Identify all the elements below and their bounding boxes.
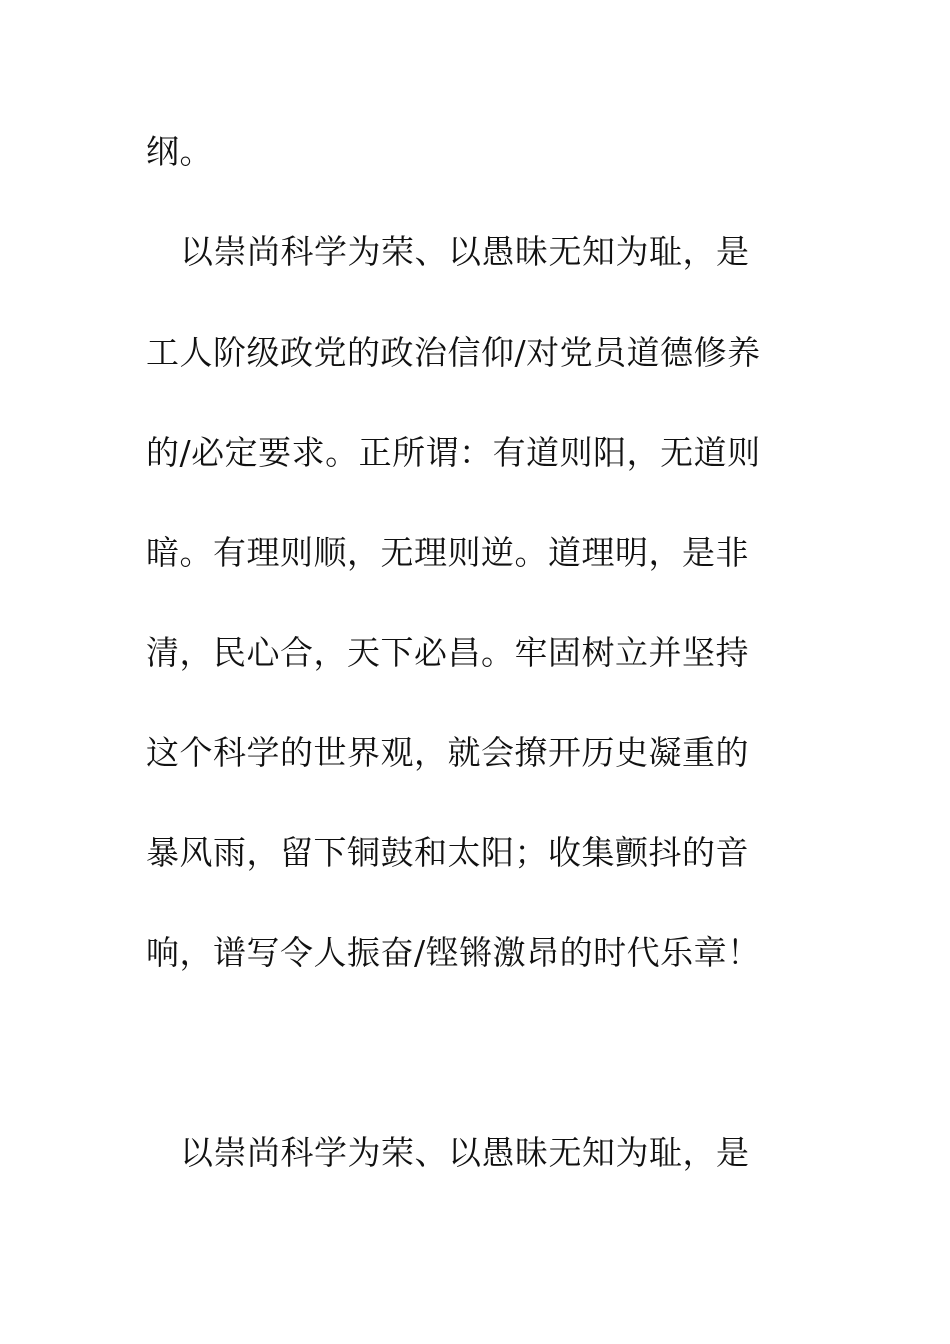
paragraph-1-line-3: 的/必定要求。正所谓：有道则阳，无道则 — [146, 433, 761, 472]
paragraph-1-line-8: 响，谱写令人振奋/铿锵激昂的时代乐章！ — [146, 933, 761, 972]
paragraph-1-line-7: 暴风雨，留下铜鼓和太阳；收集颤抖的音 — [146, 833, 749, 872]
paragraph-1-line-4: 暗。有理则顺，无理则逆。道理明，是非 — [146, 533, 749, 572]
paragraph-1-line-1: 以崇尚科学为荣、以愚昧无知为耻，是 — [180, 232, 750, 271]
paragraph-1-line-6: 这个科学的世界观，就会撩开历史凝重的 — [146, 733, 749, 772]
paragraph-2-line-1: 以崇尚科学为荣、以愚昧无知为耻，是 — [180, 1133, 750, 1172]
paragraph-1-line-2: 工人阶级政党的政治信仰/对党员道德修养 — [146, 333, 761, 372]
text-line-1: 纲。 — [146, 132, 213, 171]
paragraph-1-line-5: 清，民心合，天下必昌。牢固树立并坚持 — [146, 633, 749, 672]
